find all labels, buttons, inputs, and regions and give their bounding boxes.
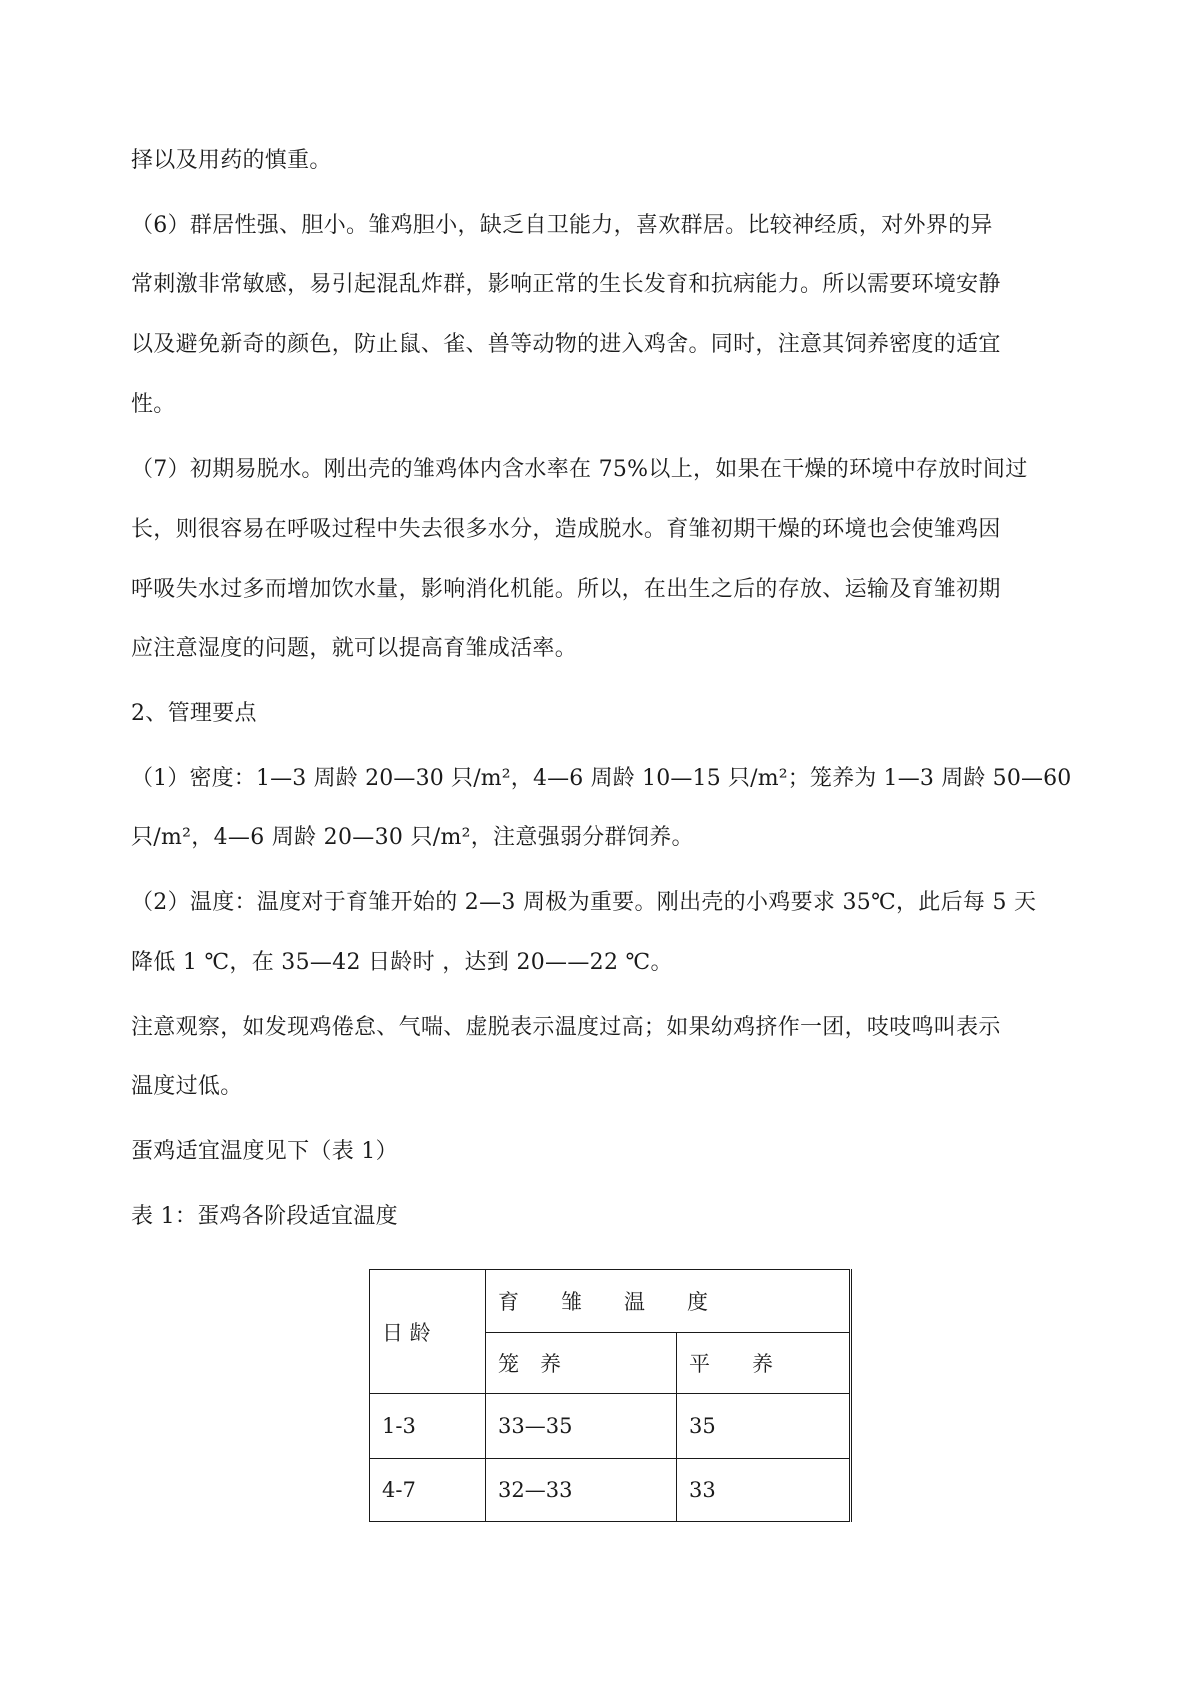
paragraph-line: 蛋鸡适宜温度见下（表 1） [131,1139,398,1164]
paragraph-line: （2）温度：温度对于育雏开始的 2—3 周极为重要。刚出壳的小鸡要求 35℃，此后每 5 天 [131,890,1037,915]
cell-cage: 32—33 [486,1459,677,1522]
table-row [370,1394,851,1459]
temperature-table [369,1269,852,1522]
paragraph-line: 温度过低。 [131,1074,243,1099]
table-caption: 表 1：蛋鸡各阶段适宜温度 [131,1204,398,1229]
cell-cage: 33—35 [486,1394,677,1459]
table-header-row [370,1270,851,1333]
cell-floor: 33 [677,1459,851,1522]
paragraph-line: 常刺激非常敏感，易引起混乱炸群，影响正常的生长发育和抗病能力。所以需要环境安静 [131,272,1001,297]
paragraph-line: 降低 1 ℃，在 35—42 日龄时 ，达到 20——22 ℃。 [131,950,673,975]
paragraph-line: 应注意湿度的问题，就可以提高育雏成活率。 [131,636,578,661]
paragraph-line: 长，则很容易在呼吸过程中失去很多水分，造成脱水。育雏初期干燥的环境也会使雏鸡因 [131,517,1001,542]
paragraph-line: 只/m²，4—6 周龄 20—30 只/m²，注意强弱分群饲养。 [131,825,694,850]
paragraph-line: （6）群居性强、胆小。雏鸡胆小，缺乏自卫能力，喜欢群居。比较神经质，对外界的异 [131,213,993,238]
header-floor: 平 养 [677,1333,851,1394]
cell-floor: 35 [677,1394,851,1459]
paragraph-line: （1）密度：1—3 周龄 20—30 只/m²，4—6 周龄 10—15 只/m²；笼养为 1—3 周龄 50—60 [131,766,1072,791]
paragraph-line: 呼吸失水过多而增加饮水量，影响消化机能。所以，在出生之后的存放、运输及育雏初期 [131,577,1001,602]
paragraph-line: 以及避免新奇的颜色，防止鼠、雀、兽等动物的进入鸡舍。同时，注意其饲养密度的适宜 [131,332,1001,357]
paragraph-line: （7）初期易脱水。刚出壳的雏鸡体内含水率在 75%以上，如果在干燥的环境中存放时间过 [131,457,1028,482]
table-row [370,1459,851,1522]
paragraph-line: 择以及用药的慎重。 [131,148,332,173]
cell-age: 4-7 [370,1459,486,1522]
cell-age: 1-3 [370,1394,486,1459]
header-age: 日 龄 [370,1270,486,1394]
header-brooding-temperature: 育 雏 温 度 [486,1270,851,1333]
paragraph-line: 注意观察，如发现鸡倦怠、气喘、虚脱表示温度过高；如果幼鸡挤作一团，吱吱鸣叫表示 [131,1015,1001,1040]
paragraph-line: 性。 [131,392,176,417]
section-heading: 2、管理要点 [131,701,257,726]
header-cage: 笼 养 [486,1333,677,1394]
